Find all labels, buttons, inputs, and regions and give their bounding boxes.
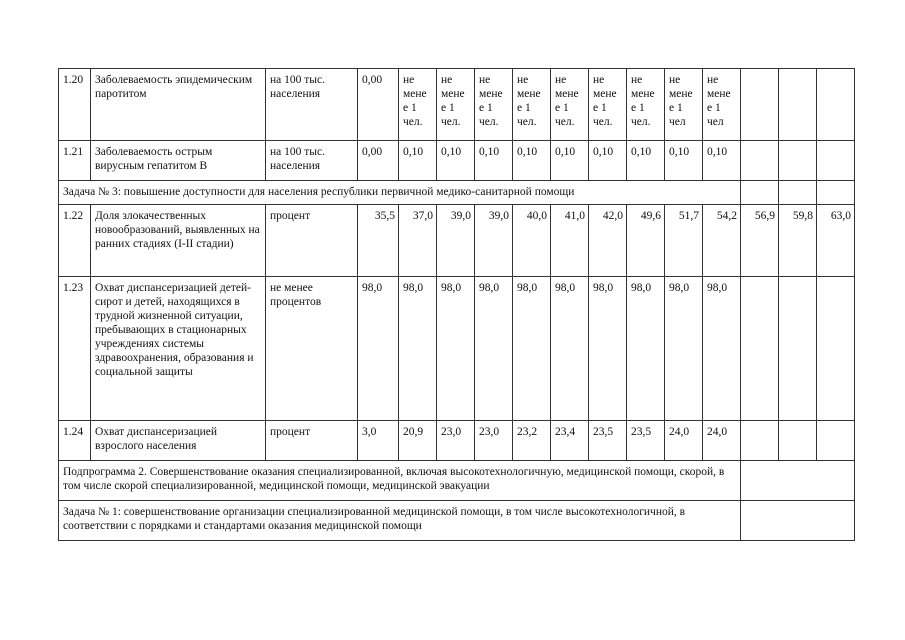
value-cell: 0,10 — [627, 141, 665, 181]
value-cell: 98,0 — [475, 277, 513, 421]
value-cell: 39,0 — [437, 205, 475, 277]
indicator-name: Заболеваемость эпидемическим паротитом — [91, 69, 266, 141]
row-number: 1.24 — [59, 421, 91, 461]
value-cell: 24,0 — [665, 421, 703, 461]
row-number: 1.21 — [59, 141, 91, 181]
value-cell: 98,0 — [703, 277, 741, 421]
indicator-name: Охват диспансеризацией детей-сирот и детей, находящихся в трудной жизненной ситуации, пребывающих в стационарных учреждениях системы здравоохранения, образования и социальной защиты — [91, 277, 266, 421]
section-row — [59, 181, 855, 205]
value-cell — [741, 421, 779, 461]
value-cell: 51,7 — [665, 205, 703, 277]
value-cell — [817, 421, 855, 461]
value-cell: не мене е 1 чел — [665, 69, 703, 141]
value-cell: 98,0 — [399, 277, 437, 421]
value-cell: 20,9 — [399, 421, 437, 461]
value-cell: 0,10 — [513, 141, 551, 181]
value-cell: 98,0 — [551, 277, 589, 421]
value-cell: 0,10 — [399, 141, 437, 181]
value-cell: 59,8 — [779, 205, 817, 277]
section-row — [59, 461, 855, 501]
indicator-name: Охват диспансеризацией взрослого населения — [91, 421, 266, 461]
table-row — [59, 69, 855, 141]
value-cell: 37,0 — [399, 205, 437, 277]
unit-cell: не менее процентов — [266, 277, 358, 421]
base-value: 0,00 — [358, 69, 399, 141]
base-value: 98,0 — [358, 277, 399, 421]
value-cell: не мене е 1 чел. — [589, 69, 627, 141]
value-cell: не мене е 1 чел. — [627, 69, 665, 141]
value-cell: не мене е 1 чел. — [437, 69, 475, 141]
value-cell: 40,0 — [513, 205, 551, 277]
indicator-name: Заболеваемость острым вирусным гепатитом В — [91, 141, 266, 181]
value-cell — [741, 277, 779, 421]
unit-cell: процент — [266, 421, 358, 461]
table-row — [59, 141, 855, 181]
value-cell: 23,0 — [437, 421, 475, 461]
value-cell: 42,0 — [589, 205, 627, 277]
value-cell: 63,0 — [817, 205, 855, 277]
row-number: 1.22 — [59, 205, 91, 277]
indicator-name: Доля злокачественных новообразований, выявленных на ранних стадиях (I-II стадии) — [91, 205, 266, 277]
value-cell — [741, 69, 779, 141]
empty-cell — [741, 501, 855, 541]
table-row — [59, 277, 855, 421]
value-cell: не мене е 1 чел — [703, 69, 741, 141]
indicators-table — [58, 68, 855, 541]
table-row — [59, 205, 855, 277]
value-cell — [779, 277, 817, 421]
value-cell: не мене е 1 чел. — [475, 69, 513, 141]
value-cell: 0,10 — [589, 141, 627, 181]
value-cell: 23,5 — [589, 421, 627, 461]
value-cell: 0,10 — [665, 141, 703, 181]
value-cell: не мене е 1 чел. — [513, 69, 551, 141]
value-cell — [741, 141, 779, 181]
value-cell: 56,9 — [741, 205, 779, 277]
value-cell — [779, 69, 817, 141]
base-value: 3,0 — [358, 421, 399, 461]
value-cell — [779, 421, 817, 461]
value-cell: 23,2 — [513, 421, 551, 461]
value-cell: не мене е 1 чел. — [551, 69, 589, 141]
value-cell: 49,6 — [627, 205, 665, 277]
value-cell: 0,10 — [703, 141, 741, 181]
value-cell — [817, 141, 855, 181]
value-cell: 98,0 — [627, 277, 665, 421]
value-cell: 23,5 — [627, 421, 665, 461]
unit-cell: на 100 тыс. населения — [266, 69, 358, 141]
section-row — [59, 501, 855, 541]
value-cell: 23,0 — [475, 421, 513, 461]
empty-cell — [817, 181, 855, 205]
value-cell: 41,0 — [551, 205, 589, 277]
value-cell — [817, 69, 855, 141]
value-cell: 0,10 — [437, 141, 475, 181]
empty-cell — [779, 181, 817, 205]
value-cell: 98,0 — [437, 277, 475, 421]
value-cell: 98,0 — [665, 277, 703, 421]
subprogram-2-title: Подпрограмма 2. Совершенствование оказания специализированной, включая высокотехнологичную, медицинской помощи, скорой, в том числе скорой специализированной, медицинской помощи, медицинской эвакуации — [59, 461, 741, 501]
base-value: 0,00 — [358, 141, 399, 181]
row-number: 1.23 — [59, 277, 91, 421]
task-3-title: Задача № 3: повышение доступности для населения республики первичной медико-санитарной помощи — [59, 181, 741, 205]
value-cell: 23,4 — [551, 421, 589, 461]
unit-cell: процент — [266, 205, 358, 277]
value-cell: 0,10 — [475, 141, 513, 181]
value-cell: 39,0 — [475, 205, 513, 277]
table-row — [59, 421, 855, 461]
value-cell: 24,0 — [703, 421, 741, 461]
empty-cell — [741, 181, 779, 205]
value-cell: не мене е 1 чел. — [399, 69, 437, 141]
value-cell: 0,10 — [551, 141, 589, 181]
unit-cell: на 100 тыс. населения — [266, 141, 358, 181]
empty-cell — [741, 461, 855, 501]
value-cell: 98,0 — [589, 277, 627, 421]
value-cell — [817, 277, 855, 421]
task-1-title: Задача № 1: совершенствование организации специализированной медицинской помощи, в том числе высокотехнологичной, в соответствии с порядками и стандартами оказания медицинской помощи — [59, 501, 741, 541]
row-number: 1.20 — [59, 69, 91, 141]
value-cell — [779, 141, 817, 181]
base-value: 35,5 — [358, 205, 399, 277]
value-cell: 98,0 — [513, 277, 551, 421]
value-cell: 54,2 — [703, 205, 741, 277]
